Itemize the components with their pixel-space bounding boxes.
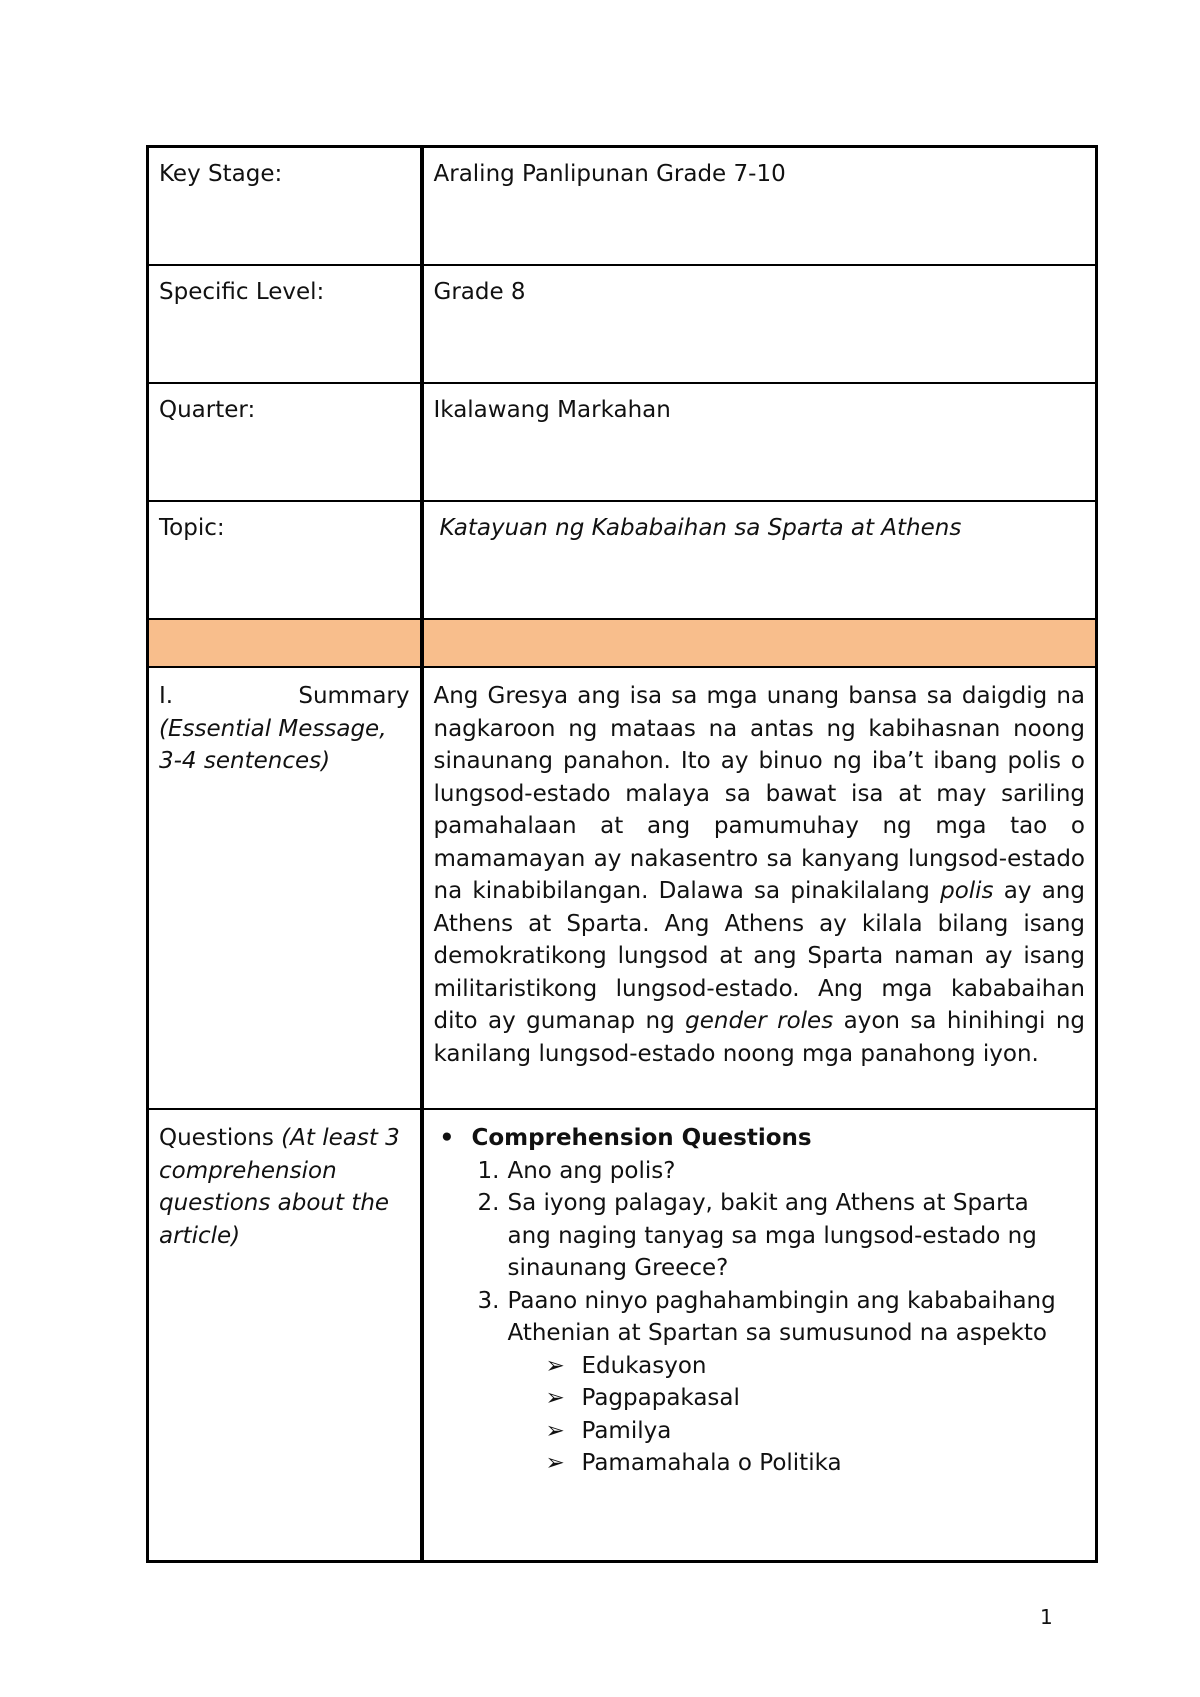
- question-text: Sa iyong palagay, bakit ang Athens at Sparta ang naging tanyag sa mga lungsod-estado ng sinaunang Greece?: [507, 1190, 1037, 1281]
- question-number: 2.: [477, 1190, 500, 1216]
- questions-row: [148, 1109, 1097, 1562]
- summary-em-polis: polis: [940, 878, 994, 904]
- arrow-bullet-icon: ➢: [545, 1417, 565, 1444]
- band-cell-left: [148, 619, 422, 667]
- aspects-list: [434, 1350, 1086, 1480]
- question-text: Paano ninyo paghahambingin ang kababaihang Athenian at Spartan sa sumusunod na aspekto: [507, 1287, 1056, 1346]
- summary-label-note: (Essential Message, 3-4 sentences): [159, 715, 387, 774]
- question-text: Ano ang polis?: [507, 1157, 676, 1184]
- summary-label-num: I.: [159, 683, 174, 709]
- summary-text-part-2: ay ang Athens at Sparta. Ang Athens ay kilala bilang isang demokratikong lungsod at ang Sparta naman ay isang militaristikong lungsod-estado. Ang mga kababaihan dito ay gumanap ng: [433, 878, 1085, 1034]
- specific-level-label: Specific Level:: [148, 265, 422, 383]
- specific-level-row: [148, 265, 1097, 383]
- bullet-icon: •: [439, 1125, 455, 1151]
- summary-row: [148, 667, 1097, 1109]
- specific-level-value: Grade 8: [422, 265, 1097, 383]
- topic-value-cell: [422, 501, 1097, 619]
- list-item: [434, 1447, 1086, 1480]
- summary-text-part-3: ayon sa hinihingi ng kanilang lungsod-estado noong mga panahong iyon.: [433, 1008, 1086, 1067]
- summary-label-word: Summary: [298, 683, 410, 709]
- topic-value: Katayuan ng Kababaihan sa Sparta at Athens: [439, 515, 962, 541]
- questions-list: [434, 1155, 1086, 1350]
- questions-heading: [434, 1122, 1086, 1155]
- highlight-band-row: [148, 619, 1097, 667]
- quarter-value: Ikalawang Markahan: [422, 383, 1097, 501]
- aspect-text: Pamilya: [581, 1417, 672, 1444]
- questions-label-cell: [148, 1109, 422, 1562]
- key-stage-label: Key Stage:: [148, 147, 422, 266]
- page-number: 1: [1040, 1605, 1053, 1629]
- key-stage-row: [148, 147, 1097, 266]
- list-item: [434, 1155, 1086, 1188]
- summary-text-part-1: Ang Gresya ang isa sa mga unang bansa sa daigdig na nagkaroon ng mataas na antas ng kabihasnan noong sinaunang panahon. Ito ay binuo ng iba’t ibang polis o lungsod-estado malaya sa bawat isa at may sariling pamahalaan at ang pamumuhay ng mga tao o mamamayan ay nakasentro sa kanyang lungsod-estado na kinabibilangan. Dalawa sa pinakilalang: [433, 683, 1085, 904]
- question-number: 1.: [477, 1157, 500, 1184]
- questions-label-note: (At least 3 comprehension questions about the article): [159, 1125, 400, 1249]
- aspect-text: Pamamahala o Politika: [581, 1450, 842, 1476]
- list-item: [434, 1187, 1086, 1285]
- questions-label: Questions: [159, 1125, 282, 1151]
- list-item: [434, 1382, 1086, 1415]
- arrow-bullet-icon: ➢: [545, 1352, 565, 1379]
- aspect-text: Pagpapakasal: [581, 1385, 740, 1411]
- quarter-label: Quarter:: [148, 383, 422, 501]
- summary-em-gender-roles: gender roles: [685, 1008, 834, 1034]
- question-number: 3.: [477, 1287, 500, 1314]
- topic-label: Topic:: [148, 501, 422, 619]
- band-cell-right: [422, 619, 1097, 667]
- list-item: [434, 1350, 1086, 1383]
- summary-label: [159, 680, 410, 713]
- arrow-bullet-icon: ➢: [545, 1450, 565, 1476]
- summary-text: [422, 667, 1097, 1109]
- questions-heading-text: Comprehension Questions: [471, 1125, 812, 1151]
- lesson-table: [146, 145, 1098, 1563]
- quarter-row: [148, 383, 1097, 501]
- list-item: [434, 1415, 1086, 1448]
- key-stage-value: Araling Panlipunan Grade 7-10: [422, 147, 1097, 266]
- aspect-text: Edukasyon: [581, 1352, 707, 1379]
- summary-label-cell: [148, 667, 422, 1109]
- questions-content: [422, 1109, 1097, 1562]
- arrow-bullet-icon: ➢: [545, 1385, 565, 1411]
- topic-row: [148, 501, 1097, 619]
- list-item: [434, 1285, 1086, 1350]
